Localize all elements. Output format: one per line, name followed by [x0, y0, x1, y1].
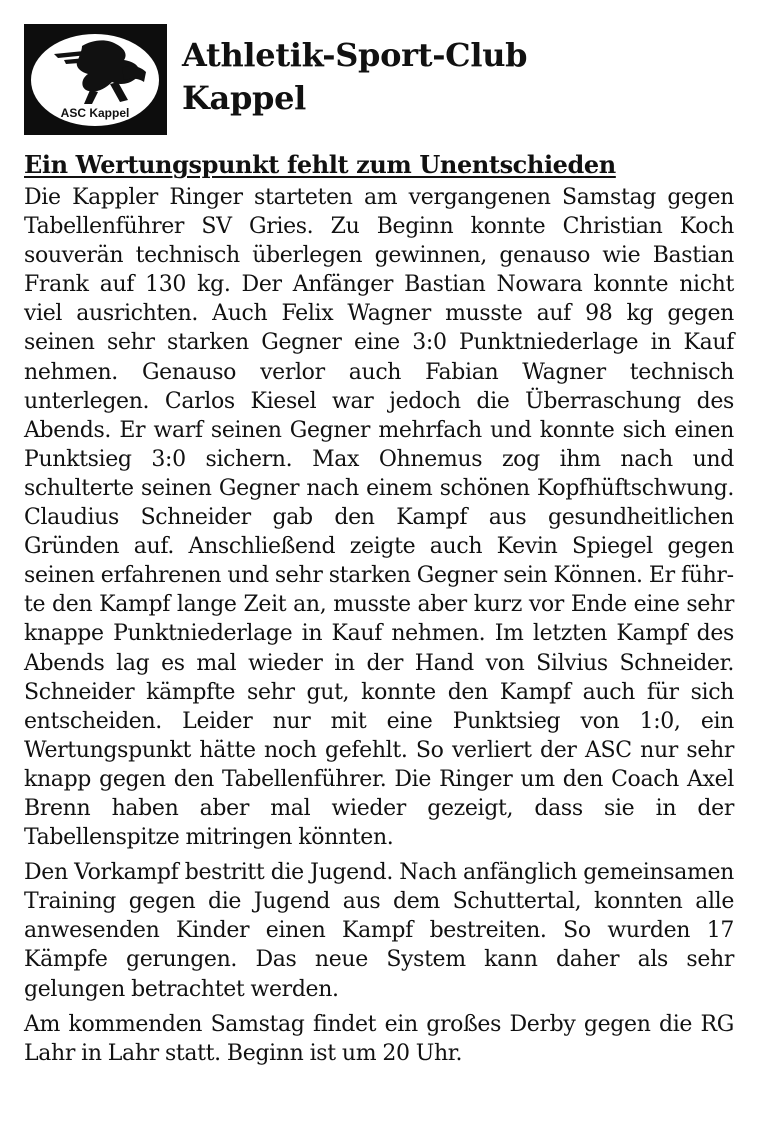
club-name-line1: Athletik-Sport-Club [182, 36, 528, 74]
article-paragraph-1: Die Kappler Ringer starteten am vergangenen Samstag gegen Tabellenführer SV Gries. Zu Beginn konnte Christian Koch souverän technisch überlegen gewinnen, genauso wie Bastian Frank auf 130 kg. Der Anfänger Bastian Nowara konnte nicht viel ausrichten. Auch Felix Wagner musste auf 98 kg gegen seinen sehr starken Gegner eine 3:0 Punktniederlage in Kauf nehmen. Genauso verlor auch Fabian Wagner technisch unterlegen. Carlos Kiesel war jedoch die Überraschung des Abends. Er warf seinen Gegner mehrfach und konnte sich einen Punktsieg 3:0 sichern. Max Ohnemus zog ihm nach und schulterte seinen Gegner nach einem schönen Kopfhüftschwung. Claudius Schneider gab den Kampf aus gesundheitlichen Gründen auf. Anschließend zeigte auch Kevin Spiegel gegen seinen erfahrenen und sehr starken Gegner sein Können. Er führte den Kampf lange Zeit an, musste aber kurz vor Ende eine sehr knappe Punktniederlage in Kauf nehmen. Im letzten Kampf des Abends lag es mal wieder in der Hand von Silvius Schneider. Schneider kämpfte sehr gut, konnte den Kampf auch für sich entscheiden. Leider nur mit eine Punktsieg von 1:0, ein Wertungspunkt hätte noch gefehlt. So verliert der ASC nur sehr knapp gegen den Tabellenführer. Die Ringer um den Coach Axel Brenn haben aber mal wieder gezeigt, dass sie in der Tabellenspitze mitringen könnten. [24, 185, 734, 851]
club-logo [24, 24, 167, 135]
club-name-line2: Kappel [182, 79, 307, 117]
club-name [182, 34, 527, 120]
article-paragraph-3: Am kommenden Samstag findet ein großes Derby gegen die RG Lahr in Lahr statt. Beginn ist um 20 Uhr. [24, 1011, 734, 1066]
article-body [24, 183, 734, 1074]
article-paragraph-2: Den Vorkampf bestritt die Jugend. Nach anfänglich gemeinsamen Training gegen die Jugend aus dem Schuttertal, konnten alle anwesenden Kinder einen Kampf bestreiten. So wurden 17 Kämpfe gerungen. Das neue System kann daher als sehr gelungen betrachtet werden. [24, 860, 734, 1002]
article-headline: Ein Wertungspunkt fehlt zum Unentschieden [24, 150, 616, 179]
logo-text: ASC Kappel [60, 106, 130, 120]
